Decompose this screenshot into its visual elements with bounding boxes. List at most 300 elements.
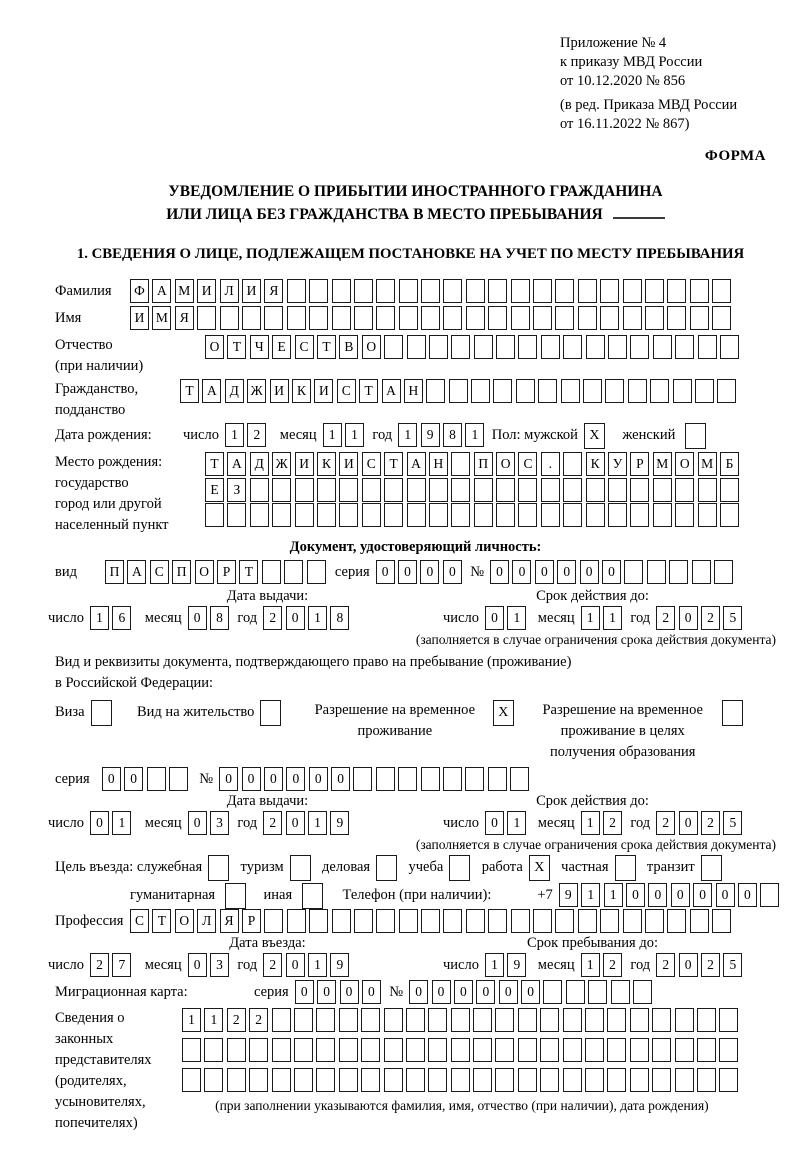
char-cell[interactable] bbox=[376, 767, 395, 791]
char-cell[interactable] bbox=[354, 306, 373, 330]
char-cell[interactable] bbox=[633, 980, 652, 1004]
char-cell[interactable] bbox=[495, 1068, 514, 1092]
char-cell[interactable] bbox=[421, 279, 440, 303]
char-cell[interactable]: И bbox=[295, 452, 314, 476]
char-cell[interactable]: 1 bbox=[465, 423, 484, 447]
char-cell[interactable]: 2 bbox=[701, 953, 720, 977]
char-cell[interactable] bbox=[720, 503, 739, 527]
char-cell[interactable]: 0 bbox=[432, 980, 451, 1004]
char-cell[interactable] bbox=[652, 1008, 671, 1032]
char-cell[interactable] bbox=[511, 279, 530, 303]
char-cell[interactable]: Т bbox=[239, 560, 258, 584]
char-cell[interactable] bbox=[443, 306, 462, 330]
char-cell[interactable] bbox=[443, 909, 462, 933]
char-cell[interactable] bbox=[399, 306, 418, 330]
checkbox-cell[interactable]: X bbox=[493, 700, 514, 726]
char-cell[interactable] bbox=[675, 1008, 694, 1032]
char-cell[interactable]: В bbox=[339, 335, 358, 359]
char-cell[interactable] bbox=[540, 1008, 559, 1032]
char-cell[interactable]: А bbox=[382, 379, 401, 403]
char-cell[interactable]: О bbox=[205, 335, 224, 359]
char-cell[interactable] bbox=[585, 1068, 604, 1092]
char-cell[interactable] bbox=[309, 279, 328, 303]
checkbox-cell[interactable] bbox=[701, 855, 722, 881]
char-cell[interactable] bbox=[652, 1038, 671, 1062]
char-cell[interactable] bbox=[204, 1068, 223, 1092]
char-cell[interactable]: 8 bbox=[210, 606, 229, 630]
char-cell[interactable]: 0 bbox=[693, 883, 712, 907]
char-cell[interactable] bbox=[488, 909, 507, 933]
char-cell[interactable]: И bbox=[270, 379, 289, 403]
char-cell[interactable] bbox=[316, 1008, 335, 1032]
char-cell[interactable] bbox=[376, 279, 395, 303]
char-cell[interactable]: А bbox=[152, 279, 171, 303]
char-cell[interactable] bbox=[563, 1068, 582, 1092]
char-cell[interactable] bbox=[495, 1038, 514, 1062]
char-cell[interactable] bbox=[471, 379, 490, 403]
char-cell[interactable] bbox=[250, 478, 269, 502]
char-cell[interactable] bbox=[376, 909, 395, 933]
char-cell[interactable]: 0 bbox=[124, 767, 143, 791]
char-cell[interactable] bbox=[578, 909, 597, 933]
char-cell[interactable]: 0 bbox=[679, 811, 698, 835]
char-cell[interactable]: 0 bbox=[490, 560, 509, 584]
char-cell[interactable]: 2 bbox=[249, 1008, 268, 1032]
char-cell[interactable] bbox=[578, 279, 597, 303]
char-cell[interactable] bbox=[630, 478, 649, 502]
char-cell[interactable] bbox=[361, 1008, 380, 1032]
char-cell[interactable] bbox=[227, 503, 246, 527]
checkbox-cell[interactable] bbox=[91, 700, 112, 726]
char-cell[interactable]: Б bbox=[720, 452, 739, 476]
char-cell[interactable] bbox=[653, 478, 672, 502]
char-cell[interactable]: У bbox=[608, 452, 627, 476]
char-cell[interactable] bbox=[287, 306, 306, 330]
char-cell[interactable] bbox=[182, 1038, 201, 1062]
char-cell[interactable]: 0 bbox=[443, 560, 462, 584]
char-cell[interactable] bbox=[474, 478, 493, 502]
char-cell[interactable]: 9 bbox=[330, 953, 349, 977]
char-cell[interactable] bbox=[566, 980, 585, 1004]
char-cell[interactable]: 0 bbox=[738, 883, 757, 907]
char-cell[interactable]: С bbox=[130, 909, 149, 933]
char-cell[interactable]: 1 bbox=[507, 606, 526, 630]
char-cell[interactable]: С bbox=[518, 452, 537, 476]
char-cell[interactable] bbox=[628, 379, 647, 403]
char-cell[interactable] bbox=[630, 503, 649, 527]
char-cell[interactable]: 9 bbox=[507, 953, 526, 977]
char-cell[interactable] bbox=[428, 1068, 447, 1092]
char-cell[interactable] bbox=[585, 1008, 604, 1032]
char-cell[interactable] bbox=[426, 379, 445, 403]
char-cell[interactable] bbox=[451, 335, 470, 359]
char-cell[interactable]: Т bbox=[205, 452, 224, 476]
char-cell[interactable] bbox=[690, 306, 709, 330]
char-cell[interactable] bbox=[645, 306, 664, 330]
char-cell[interactable] bbox=[309, 306, 328, 330]
char-cell[interactable]: 1 bbox=[112, 811, 131, 835]
char-cell[interactable] bbox=[361, 1038, 380, 1062]
char-cell[interactable]: 1 bbox=[225, 423, 244, 447]
char-cell[interactable]: М bbox=[175, 279, 194, 303]
char-cell[interactable] bbox=[543, 980, 562, 1004]
char-cell[interactable] bbox=[717, 379, 736, 403]
char-cell[interactable]: 2 bbox=[656, 953, 675, 977]
char-cell[interactable] bbox=[588, 980, 607, 1004]
checkbox-cell[interactable] bbox=[225, 883, 246, 909]
char-cell[interactable] bbox=[451, 1038, 470, 1062]
char-cell[interactable] bbox=[675, 503, 694, 527]
char-cell[interactable]: О bbox=[675, 452, 694, 476]
char-cell[interactable] bbox=[384, 1038, 403, 1062]
char-cell[interactable]: И bbox=[339, 452, 358, 476]
char-cell[interactable]: П bbox=[474, 452, 493, 476]
char-cell[interactable]: 0 bbox=[264, 767, 283, 791]
char-cell[interactable]: П bbox=[172, 560, 191, 584]
char-cell[interactable] bbox=[493, 379, 512, 403]
char-cell[interactable]: 2 bbox=[656, 606, 675, 630]
char-cell[interactable]: 5 bbox=[723, 953, 742, 977]
char-cell[interactable]: 2 bbox=[701, 811, 720, 835]
char-cell[interactable] bbox=[272, 478, 291, 502]
char-cell[interactable] bbox=[692, 560, 711, 584]
char-cell[interactable]: 0 bbox=[188, 811, 207, 835]
char-cell[interactable]: Е bbox=[205, 478, 224, 502]
char-cell[interactable] bbox=[362, 503, 381, 527]
char-cell[interactable] bbox=[555, 279, 574, 303]
char-cell[interactable]: 1 bbox=[323, 423, 342, 447]
char-cell[interactable]: Т bbox=[384, 452, 403, 476]
char-cell[interactable] bbox=[428, 1008, 447, 1032]
char-cell[interactable] bbox=[264, 909, 283, 933]
char-cell[interactable] bbox=[608, 335, 627, 359]
char-cell[interactable] bbox=[667, 279, 686, 303]
char-cell[interactable] bbox=[623, 279, 642, 303]
char-cell[interactable]: 1 bbox=[581, 811, 600, 835]
char-cell[interactable] bbox=[607, 1068, 626, 1092]
char-cell[interactable] bbox=[541, 335, 560, 359]
char-cell[interactable]: Л bbox=[197, 909, 216, 933]
char-cell[interactable]: 2 bbox=[656, 811, 675, 835]
char-cell[interactable] bbox=[607, 1008, 626, 1032]
char-cell[interactable]: 0 bbox=[602, 560, 621, 584]
char-cell[interactable] bbox=[496, 335, 515, 359]
char-cell[interactable]: Д bbox=[250, 452, 269, 476]
char-cell[interactable]: Т bbox=[227, 335, 246, 359]
char-cell[interactable]: А bbox=[127, 560, 146, 584]
char-cell[interactable] bbox=[287, 279, 306, 303]
char-cell[interactable]: 0 bbox=[454, 980, 473, 1004]
char-cell[interactable]: Т bbox=[359, 379, 378, 403]
char-cell[interactable] bbox=[147, 767, 166, 791]
char-cell[interactable] bbox=[339, 1068, 358, 1092]
char-cell[interactable] bbox=[673, 379, 692, 403]
char-cell[interactable] bbox=[339, 1008, 358, 1032]
char-cell[interactable] bbox=[563, 335, 582, 359]
char-cell[interactable] bbox=[466, 909, 485, 933]
char-cell[interactable]: 0 bbox=[309, 767, 328, 791]
char-cell[interactable] bbox=[242, 306, 261, 330]
char-cell[interactable] bbox=[540, 1068, 559, 1092]
char-cell[interactable] bbox=[473, 1068, 492, 1092]
char-cell[interactable] bbox=[488, 306, 507, 330]
char-cell[interactable]: И bbox=[314, 379, 333, 403]
char-cell[interactable]: О bbox=[175, 909, 194, 933]
char-cell[interactable] bbox=[443, 767, 462, 791]
char-cell[interactable] bbox=[667, 306, 686, 330]
char-cell[interactable] bbox=[675, 335, 694, 359]
char-cell[interactable] bbox=[712, 306, 731, 330]
char-cell[interactable] bbox=[406, 1008, 425, 1032]
char-cell[interactable] bbox=[630, 1068, 649, 1092]
char-cell[interactable] bbox=[518, 335, 537, 359]
char-cell[interactable]: К bbox=[292, 379, 311, 403]
char-cell[interactable] bbox=[421, 909, 440, 933]
char-cell[interactable] bbox=[630, 335, 649, 359]
char-cell[interactable] bbox=[624, 560, 643, 584]
char-cell[interactable] bbox=[474, 335, 493, 359]
char-cell[interactable] bbox=[720, 478, 739, 502]
char-cell[interactable]: 0 bbox=[286, 811, 305, 835]
char-cell[interactable] bbox=[675, 478, 694, 502]
char-cell[interactable] bbox=[317, 503, 336, 527]
char-cell[interactable]: 1 bbox=[90, 606, 109, 630]
char-cell[interactable]: . bbox=[541, 452, 560, 476]
char-cell[interactable] bbox=[295, 503, 314, 527]
char-cell[interactable] bbox=[533, 306, 552, 330]
char-cell[interactable]: И bbox=[130, 306, 149, 330]
char-cell[interactable] bbox=[451, 1068, 470, 1092]
char-cell[interactable] bbox=[406, 1068, 425, 1092]
char-cell[interactable] bbox=[518, 1008, 537, 1032]
char-cell[interactable] bbox=[295, 478, 314, 502]
char-cell[interactable] bbox=[578, 306, 597, 330]
char-cell[interactable] bbox=[316, 1038, 335, 1062]
char-cell[interactable]: 0 bbox=[286, 767, 305, 791]
char-cell[interactable] bbox=[719, 1008, 738, 1032]
char-cell[interactable]: Я bbox=[264, 279, 283, 303]
char-cell[interactable] bbox=[563, 452, 582, 476]
char-cell[interactable]: Я bbox=[175, 306, 194, 330]
char-cell[interactable]: 1 bbox=[603, 606, 622, 630]
checkbox-cell[interactable]: X bbox=[529, 855, 550, 881]
char-cell[interactable] bbox=[533, 909, 552, 933]
char-cell[interactable] bbox=[600, 306, 619, 330]
char-cell[interactable] bbox=[451, 503, 470, 527]
char-cell[interactable] bbox=[586, 335, 605, 359]
char-cell[interactable] bbox=[698, 335, 717, 359]
char-cell[interactable] bbox=[608, 478, 627, 502]
char-cell[interactable]: 0 bbox=[716, 883, 735, 907]
char-cell[interactable] bbox=[645, 279, 664, 303]
char-cell[interactable]: 0 bbox=[499, 980, 518, 1004]
char-cell[interactable] bbox=[605, 379, 624, 403]
char-cell[interactable]: 1 bbox=[204, 1008, 223, 1032]
char-cell[interactable] bbox=[429, 503, 448, 527]
char-cell[interactable]: 8 bbox=[330, 606, 349, 630]
char-cell[interactable] bbox=[473, 1038, 492, 1062]
char-cell[interactable]: 0 bbox=[398, 560, 417, 584]
char-cell[interactable]: 6 bbox=[112, 606, 131, 630]
char-cell[interactable]: Н bbox=[404, 379, 423, 403]
char-cell[interactable]: 0 bbox=[580, 560, 599, 584]
char-cell[interactable] bbox=[287, 909, 306, 933]
char-cell[interactable]: 0 bbox=[188, 953, 207, 977]
char-cell[interactable] bbox=[630, 1038, 649, 1062]
char-cell[interactable] bbox=[272, 1038, 291, 1062]
char-cell[interactable]: О bbox=[195, 560, 214, 584]
char-cell[interactable] bbox=[264, 306, 283, 330]
char-cell[interactable] bbox=[561, 379, 580, 403]
char-cell[interactable]: 1 bbox=[308, 606, 327, 630]
char-cell[interactable] bbox=[272, 1008, 291, 1032]
char-cell[interactable] bbox=[600, 909, 619, 933]
char-cell[interactable]: А bbox=[202, 379, 221, 403]
char-cell[interactable]: 0 bbox=[362, 980, 381, 1004]
char-cell[interactable] bbox=[249, 1038, 268, 1062]
char-cell[interactable] bbox=[608, 503, 627, 527]
checkbox-cell[interactable] bbox=[685, 423, 706, 449]
checkbox-cell[interactable] bbox=[208, 855, 229, 881]
char-cell[interactable] bbox=[384, 1068, 403, 1092]
char-cell[interactable]: 0 bbox=[679, 606, 698, 630]
char-cell[interactable] bbox=[690, 909, 709, 933]
checkbox-cell[interactable] bbox=[302, 883, 323, 909]
char-cell[interactable] bbox=[690, 279, 709, 303]
char-cell[interactable]: 2 bbox=[263, 606, 282, 630]
char-cell[interactable] bbox=[652, 1068, 671, 1092]
char-cell[interactable] bbox=[376, 306, 395, 330]
char-cell[interactable] bbox=[466, 306, 485, 330]
char-cell[interactable]: 0 bbox=[420, 560, 439, 584]
char-cell[interactable] bbox=[719, 1038, 738, 1062]
char-cell[interactable] bbox=[339, 478, 358, 502]
char-cell[interactable] bbox=[697, 1038, 716, 1062]
char-cell[interactable] bbox=[353, 767, 372, 791]
char-cell[interactable]: 0 bbox=[242, 767, 261, 791]
char-cell[interactable] bbox=[563, 1008, 582, 1032]
char-cell[interactable]: 0 bbox=[102, 767, 121, 791]
char-cell[interactable]: А bbox=[227, 452, 246, 476]
char-cell[interactable]: 2 bbox=[263, 811, 282, 835]
char-cell[interactable]: М bbox=[698, 452, 717, 476]
char-cell[interactable]: Е bbox=[272, 335, 291, 359]
char-cell[interactable] bbox=[272, 1068, 291, 1092]
char-cell[interactable]: К bbox=[586, 452, 605, 476]
char-cell[interactable] bbox=[339, 503, 358, 527]
char-cell[interactable] bbox=[384, 335, 403, 359]
char-cell[interactable] bbox=[653, 503, 672, 527]
char-cell[interactable] bbox=[250, 503, 269, 527]
char-cell[interactable] bbox=[563, 478, 582, 502]
char-cell[interactable] bbox=[204, 1038, 223, 1062]
char-cell[interactable]: 5 bbox=[723, 606, 742, 630]
char-cell[interactable] bbox=[384, 1008, 403, 1032]
char-cell[interactable] bbox=[421, 306, 440, 330]
char-cell[interactable] bbox=[697, 1008, 716, 1032]
char-cell[interactable]: Я bbox=[220, 909, 239, 933]
char-cell[interactable] bbox=[429, 335, 448, 359]
char-cell[interactable] bbox=[488, 279, 507, 303]
char-cell[interactable]: 0 bbox=[626, 883, 645, 907]
char-cell[interactable] bbox=[284, 560, 303, 584]
checkbox-cell[interactable] bbox=[290, 855, 311, 881]
char-cell[interactable] bbox=[220, 306, 239, 330]
char-cell[interactable] bbox=[197, 306, 216, 330]
char-cell[interactable]: 2 bbox=[603, 953, 622, 977]
char-cell[interactable] bbox=[451, 478, 470, 502]
char-cell[interactable]: С bbox=[295, 335, 314, 359]
char-cell[interactable]: 1 bbox=[507, 811, 526, 835]
char-cell[interactable]: Ч bbox=[250, 335, 269, 359]
char-cell[interactable]: Т bbox=[180, 379, 199, 403]
char-cell[interactable]: А bbox=[407, 452, 426, 476]
char-cell[interactable] bbox=[466, 279, 485, 303]
char-cell[interactable] bbox=[518, 478, 537, 502]
char-cell[interactable] bbox=[516, 379, 535, 403]
checkbox-cell[interactable] bbox=[376, 855, 397, 881]
char-cell[interactable] bbox=[307, 560, 326, 584]
char-cell[interactable] bbox=[294, 1008, 313, 1032]
char-cell[interactable] bbox=[607, 1038, 626, 1062]
char-cell[interactable]: И bbox=[242, 279, 261, 303]
char-cell[interactable]: 5 bbox=[723, 811, 742, 835]
char-cell[interactable] bbox=[465, 767, 484, 791]
char-cell[interactable] bbox=[496, 478, 515, 502]
char-cell[interactable] bbox=[586, 478, 605, 502]
char-cell[interactable] bbox=[510, 767, 529, 791]
char-cell[interactable]: 0 bbox=[317, 980, 336, 1004]
char-cell[interactable] bbox=[332, 306, 351, 330]
char-cell[interactable] bbox=[398, 767, 417, 791]
char-cell[interactable] bbox=[451, 452, 470, 476]
char-cell[interactable] bbox=[407, 478, 426, 502]
char-cell[interactable] bbox=[182, 1068, 201, 1092]
char-cell[interactable] bbox=[511, 306, 530, 330]
char-cell[interactable] bbox=[669, 560, 688, 584]
char-cell[interactable]: 0 bbox=[340, 980, 359, 1004]
char-cell[interactable] bbox=[399, 909, 418, 933]
char-cell[interactable]: 0 bbox=[409, 980, 428, 1004]
char-cell[interactable] bbox=[540, 1038, 559, 1062]
char-cell[interactable] bbox=[227, 1038, 246, 1062]
char-cell[interactable] bbox=[518, 503, 537, 527]
char-cell[interactable] bbox=[354, 279, 373, 303]
char-cell[interactable]: 1 bbox=[308, 811, 327, 835]
char-cell[interactable] bbox=[518, 1038, 537, 1062]
char-cell[interactable]: 3 bbox=[210, 811, 229, 835]
char-cell[interactable]: 9 bbox=[559, 883, 578, 907]
char-cell[interactable]: Л bbox=[220, 279, 239, 303]
char-cell[interactable]: С bbox=[337, 379, 356, 403]
char-cell[interactable]: Д bbox=[225, 379, 244, 403]
char-cell[interactable] bbox=[563, 1038, 582, 1062]
char-cell[interactable] bbox=[600, 279, 619, 303]
char-cell[interactable] bbox=[712, 909, 731, 933]
char-cell[interactable] bbox=[451, 1008, 470, 1032]
char-cell[interactable]: 0 bbox=[557, 560, 576, 584]
char-cell[interactable] bbox=[399, 279, 418, 303]
char-cell[interactable]: П bbox=[105, 560, 124, 584]
char-cell[interactable] bbox=[647, 560, 666, 584]
char-cell[interactable]: О bbox=[362, 335, 381, 359]
char-cell[interactable]: 1 bbox=[345, 423, 364, 447]
char-cell[interactable] bbox=[317, 478, 336, 502]
char-cell[interactable]: 0 bbox=[485, 811, 504, 835]
char-cell[interactable]: 0 bbox=[476, 980, 495, 1004]
char-cell[interactable]: 1 bbox=[604, 883, 623, 907]
char-cell[interactable]: 0 bbox=[188, 606, 207, 630]
